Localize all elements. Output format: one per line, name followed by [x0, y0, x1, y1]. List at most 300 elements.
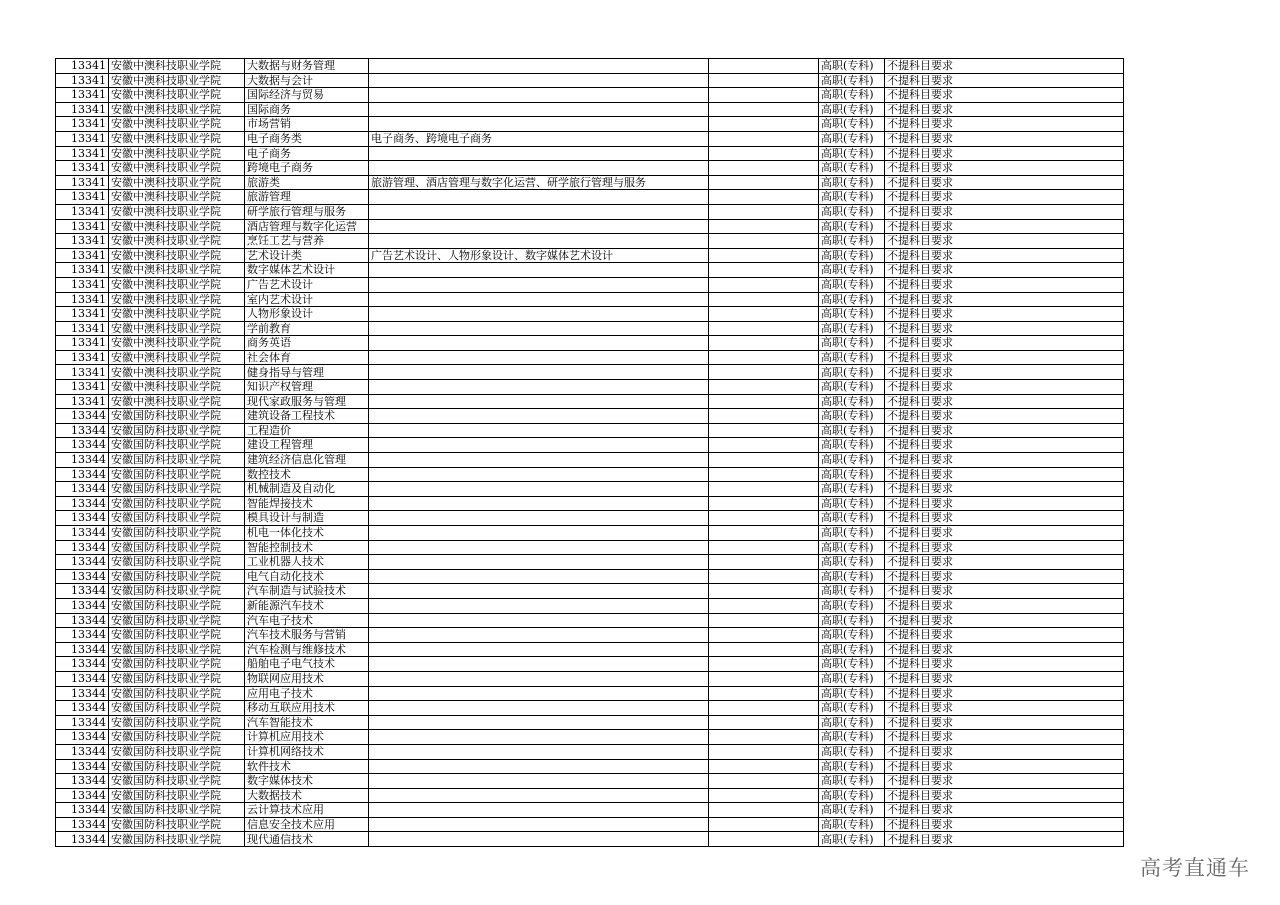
school-name-cell: 安徽国防科技职业学院: [109, 467, 245, 482]
subject-requirement-cell: 不提科目要求: [885, 336, 1124, 351]
subject-requirement-cell: 不提科目要求: [885, 584, 1124, 599]
school-name-cell: 安徽国防科技职业学院: [109, 526, 245, 541]
major-name-cell: 智能焊接技术: [245, 496, 369, 511]
school-name-cell: 安徽国防科技职业学院: [109, 496, 245, 511]
level-cell: 高职(专科): [819, 380, 885, 395]
major-name-cell: 工程造价: [245, 423, 369, 438]
school-name-cell: 安徽中澳科技职业学院: [109, 131, 245, 146]
school-code-cell: 13344: [56, 671, 109, 686]
major-name-cell: 知识产权管理: [245, 380, 369, 395]
school-name-cell: 安徽国防科技职业学院: [109, 832, 245, 847]
level-cell: 高职(专科): [819, 263, 885, 278]
major-name-cell: 大数据与会计: [245, 73, 369, 88]
major-name-cell: 建筑设备工程技术: [245, 409, 369, 424]
level-cell: 高职(专科): [819, 59, 885, 74]
included-majors-cell: [369, 59, 709, 74]
blank-cell: [709, 117, 819, 132]
blank-cell: [709, 380, 819, 395]
school-name-cell: 安徽中澳科技职业学院: [109, 248, 245, 263]
subject-requirement-cell: 不提科目要求: [885, 234, 1124, 249]
blank-cell: [709, 146, 819, 161]
school-code-cell: 13341: [56, 350, 109, 365]
school-code-cell: 13341: [56, 277, 109, 292]
school-name-cell: 安徽中澳科技职业学院: [109, 350, 245, 365]
subject-requirement-cell: 不提科目要求: [885, 686, 1124, 701]
table-row: [56, 803, 1124, 818]
blank-cell: [709, 234, 819, 249]
table-row: [56, 657, 1124, 672]
level-cell: 高职(专科): [819, 511, 885, 526]
blank-cell: [709, 642, 819, 657]
school-code-cell: 13344: [56, 584, 109, 599]
subject-requirement-cell: 不提科目要求: [885, 715, 1124, 730]
blank-cell: [709, 803, 819, 818]
blank-cell: [709, 365, 819, 380]
included-majors-cell: [369, 321, 709, 336]
level-cell: 高职(专科): [819, 365, 885, 380]
blank-cell: [709, 336, 819, 351]
school-name-cell: 安徽中澳科技职业学院: [109, 73, 245, 88]
subject-requirement-cell: 不提科目要求: [885, 613, 1124, 628]
included-majors-cell: [369, 540, 709, 555]
included-majors-cell: [369, 117, 709, 132]
school-name-cell: 安徽中澳科技职业学院: [109, 394, 245, 409]
school-name-cell: 安徽中澳科技职业学院: [109, 204, 245, 219]
major-name-cell: 数控技术: [245, 467, 369, 482]
included-majors-cell: [369, 832, 709, 847]
school-name-cell: 安徽中澳科技职业学院: [109, 234, 245, 249]
school-code-cell: 13341: [56, 117, 109, 132]
subject-requirement-cell: 不提科目要求: [885, 744, 1124, 759]
level-cell: 高职(专科): [819, 482, 885, 497]
included-majors-cell: [369, 774, 709, 789]
school-name-cell: 安徽国防科技职业学院: [109, 628, 245, 643]
included-majors-cell: [369, 817, 709, 832]
included-majors-cell: [369, 307, 709, 322]
subject-requirement-cell: 不提科目要求: [885, 555, 1124, 570]
subject-requirement-cell: 不提科目要求: [885, 671, 1124, 686]
school-name-cell: 安徽国防科技职业学院: [109, 613, 245, 628]
level-cell: 高职(专科): [819, 336, 885, 351]
school-code-cell: 13344: [56, 409, 109, 424]
school-name-cell: 安徽中澳科技职业学院: [109, 117, 245, 132]
blank-cell: [709, 350, 819, 365]
school-code-cell: 13341: [56, 219, 109, 234]
major-name-cell: 汽车检测与维修技术: [245, 642, 369, 657]
school-code-cell: 13344: [56, 540, 109, 555]
subject-requirement-cell: 不提科目要求: [885, 817, 1124, 832]
level-cell: 高职(专科): [819, 219, 885, 234]
blank-cell: [709, 817, 819, 832]
subject-requirement-cell: 不提科目要求: [885, 248, 1124, 263]
school-name-cell: 安徽国防科技职业学院: [109, 671, 245, 686]
table-row: [56, 117, 1124, 132]
school-name-cell: 安徽国防科技职业学院: [109, 774, 245, 789]
table-row: [56, 453, 1124, 468]
table-row: [56, 88, 1124, 103]
included-majors-cell: [369, 409, 709, 424]
included-majors-cell: [369, 438, 709, 453]
major-name-cell: 工业机器人技术: [245, 555, 369, 570]
level-cell: 高职(专科): [819, 277, 885, 292]
subject-requirement-cell: 不提科目要求: [885, 59, 1124, 74]
school-code-cell: 13341: [56, 190, 109, 205]
blank-cell: [709, 598, 819, 613]
school-name-cell: 安徽中澳科技职业学院: [109, 365, 245, 380]
table-row: [56, 671, 1124, 686]
school-name-cell: 安徽国防科技职业学院: [109, 759, 245, 774]
included-majors-cell: [369, 511, 709, 526]
table-row: [56, 219, 1124, 234]
level-cell: 高职(专科): [819, 394, 885, 409]
school-code-cell: 13341: [56, 380, 109, 395]
blank-cell: [709, 613, 819, 628]
subject-requirement-cell: 不提科目要求: [885, 803, 1124, 818]
subject-requirement-cell: 不提科目要求: [885, 146, 1124, 161]
major-name-cell: 社会体育: [245, 350, 369, 365]
major-name-cell: 汽车智能技术: [245, 715, 369, 730]
subject-requirement-cell: 不提科目要求: [885, 467, 1124, 482]
school-name-cell: 安徽国防科技职业学院: [109, 569, 245, 584]
level-cell: 高职(专科): [819, 234, 885, 249]
blank-cell: [709, 832, 819, 847]
level-cell: 高职(专科): [819, 438, 885, 453]
major-name-cell: 应用电子技术: [245, 686, 369, 701]
major-name-cell: 建设工程管理: [245, 438, 369, 453]
level-cell: 高职(专科): [819, 409, 885, 424]
school-name-cell: 安徽中澳科技职业学院: [109, 175, 245, 190]
level-cell: 高职(专科): [819, 584, 885, 599]
blank-cell: [709, 788, 819, 803]
school-code-cell: 13341: [56, 292, 109, 307]
blank-cell: [709, 73, 819, 88]
school-name-cell: 安徽国防科技职业学院: [109, 715, 245, 730]
level-cell: 高职(专科): [819, 569, 885, 584]
blank-cell: [709, 628, 819, 643]
school-name-cell: 安徽中澳科技职业学院: [109, 146, 245, 161]
school-code-cell: 13341: [56, 248, 109, 263]
blank-cell: [709, 496, 819, 511]
level-cell: 高职(专科): [819, 613, 885, 628]
school-name-cell: 安徽国防科技职业学院: [109, 540, 245, 555]
school-code-cell: 13344: [56, 774, 109, 789]
table-row: [56, 204, 1124, 219]
level-cell: 高职(专科): [819, 657, 885, 672]
school-name-cell: 安徽国防科技职业学院: [109, 788, 245, 803]
included-majors-cell: [369, 701, 709, 716]
major-name-cell: 电气自动化技术: [245, 569, 369, 584]
blank-cell: [709, 321, 819, 336]
blank-cell: [709, 511, 819, 526]
included-majors-cell: [369, 190, 709, 205]
school-name-cell: 安徽中澳科技职业学院: [109, 190, 245, 205]
subject-requirement-cell: 不提科目要求: [885, 657, 1124, 672]
table-row: [56, 234, 1124, 249]
school-code-cell: 13341: [56, 175, 109, 190]
blank-cell: [709, 131, 819, 146]
included-majors-cell: [369, 730, 709, 745]
included-majors-cell: [369, 788, 709, 803]
table-row: [56, 715, 1124, 730]
level-cell: 高职(专科): [819, 204, 885, 219]
subject-requirement-cell: 不提科目要求: [885, 365, 1124, 380]
subject-requirement-cell: 不提科目要求: [885, 131, 1124, 146]
major-name-cell: 广告艺术设计: [245, 277, 369, 292]
blank-cell: [709, 102, 819, 117]
table-row: [56, 817, 1124, 832]
subject-requirement-cell: 不提科目要求: [885, 453, 1124, 468]
school-code-cell: 13344: [56, 832, 109, 847]
blank-cell: [709, 715, 819, 730]
table-row: [56, 409, 1124, 424]
school-name-cell: 安徽国防科技职业学院: [109, 701, 245, 716]
school-code-cell: 13344: [56, 482, 109, 497]
subject-requirement-cell: 不提科目要求: [885, 774, 1124, 789]
table-row: [56, 628, 1124, 643]
subject-requirement-cell: 不提科目要求: [885, 307, 1124, 322]
table-row: [56, 307, 1124, 322]
level-cell: 高职(专科): [819, 496, 885, 511]
table-row: [56, 394, 1124, 409]
level-cell: 高职(专科): [819, 73, 885, 88]
major-name-cell: 汽车技术服务与营销: [245, 628, 369, 643]
level-cell: 高职(专科): [819, 744, 885, 759]
major-name-cell: 机械制造及自动化: [245, 482, 369, 497]
major-name-cell: 旅游类: [245, 175, 369, 190]
blank-cell: [709, 307, 819, 322]
included-majors-cell: [369, 803, 709, 818]
table-body: [56, 59, 1124, 847]
major-name-cell: 物联网应用技术: [245, 671, 369, 686]
school-name-cell: 安徽中澳科技职业学院: [109, 321, 245, 336]
school-code-cell: 13341: [56, 131, 109, 146]
level-cell: 高职(专科): [819, 175, 885, 190]
blank-cell: [709, 409, 819, 424]
subject-requirement-cell: 不提科目要求: [885, 598, 1124, 613]
subject-requirement-cell: 不提科目要求: [885, 263, 1124, 278]
major-name-cell: 商务英语: [245, 336, 369, 351]
included-majors-cell: [369, 744, 709, 759]
major-name-cell: 计算机网络技术: [245, 744, 369, 759]
school-name-cell: 安徽中澳科技职业学院: [109, 88, 245, 103]
school-name-cell: 安徽国防科技职业学院: [109, 817, 245, 832]
blank-cell: [709, 88, 819, 103]
school-name-cell: 安徽国防科技职业学院: [109, 657, 245, 672]
school-code-cell: 13344: [56, 423, 109, 438]
school-name-cell: 安徽中澳科技职业学院: [109, 102, 245, 117]
blank-cell: [709, 744, 819, 759]
blank-cell: [709, 584, 819, 599]
major-name-cell: 船舶电子电气技术: [245, 657, 369, 672]
blank-cell: [709, 292, 819, 307]
school-code-cell: 13344: [56, 657, 109, 672]
included-majors-cell: [369, 423, 709, 438]
major-name-cell: 软件技术: [245, 759, 369, 774]
subject-requirement-cell: 不提科目要求: [885, 380, 1124, 395]
included-majors-cell: [369, 642, 709, 657]
included-majors-cell: [369, 496, 709, 511]
table-row: [56, 686, 1124, 701]
school-code-cell: 13344: [56, 701, 109, 716]
major-name-cell: 汽车制造与试验技术: [245, 584, 369, 599]
level-cell: 高职(专科): [819, 350, 885, 365]
subject-requirement-cell: 不提科目要求: [885, 569, 1124, 584]
subject-requirement-cell: 不提科目要求: [885, 102, 1124, 117]
school-name-cell: 安徽中澳科技职业学院: [109, 161, 245, 176]
table-row: [56, 292, 1124, 307]
school-code-cell: 13341: [56, 234, 109, 249]
level-cell: 高职(专科): [819, 832, 885, 847]
school-code-cell: 13344: [56, 744, 109, 759]
included-majors-cell: [369, 467, 709, 482]
major-name-cell: 电子商务: [245, 146, 369, 161]
included-majors-cell: [369, 102, 709, 117]
school-code-cell: 13341: [56, 307, 109, 322]
included-majors-cell: [369, 73, 709, 88]
school-code-cell: 13344: [56, 686, 109, 701]
level-cell: 高职(专科): [819, 730, 885, 745]
level-cell: 高职(专科): [819, 292, 885, 307]
table-row: [56, 365, 1124, 380]
major-name-cell: 人物形象设计: [245, 307, 369, 322]
school-name-cell: 安徽中澳科技职业学院: [109, 59, 245, 74]
table-row: [56, 146, 1124, 161]
subject-requirement-cell: 不提科目要求: [885, 730, 1124, 745]
subject-requirement-cell: 不提科目要求: [885, 277, 1124, 292]
level-cell: 高职(专科): [819, 774, 885, 789]
subject-requirement-cell: 不提科目要求: [885, 292, 1124, 307]
level-cell: 高职(专科): [819, 642, 885, 657]
table-row: [56, 350, 1124, 365]
blank-cell: [709, 467, 819, 482]
included-majors-cell: [369, 394, 709, 409]
school-name-cell: 安徽中澳科技职业学院: [109, 292, 245, 307]
school-code-cell: 13344: [56, 496, 109, 511]
subject-requirement-cell: 不提科目要求: [885, 438, 1124, 453]
school-name-cell: 安徽国防科技职业学院: [109, 482, 245, 497]
school-code-cell: 13341: [56, 59, 109, 74]
table-row: [56, 277, 1124, 292]
blank-cell: [709, 190, 819, 205]
level-cell: 高职(专科): [819, 88, 885, 103]
included-majors-cell: [369, 263, 709, 278]
included-majors-cell: [369, 146, 709, 161]
table-row: [56, 526, 1124, 541]
major-name-cell: 跨境电子商务: [245, 161, 369, 176]
blank-cell: [709, 175, 819, 190]
major-name-cell: 建筑经济信息化管理: [245, 453, 369, 468]
table-row: [56, 832, 1124, 847]
major-name-cell: 计算机应用技术: [245, 730, 369, 745]
table-row: [56, 598, 1124, 613]
major-name-cell: 智能控制技术: [245, 540, 369, 555]
table-row: [56, 190, 1124, 205]
table-row: [56, 161, 1124, 176]
major-name-cell: 机电一体化技术: [245, 526, 369, 541]
subject-requirement-cell: 不提科目要求: [885, 350, 1124, 365]
table-row: [56, 642, 1124, 657]
major-name-cell: 学前教育: [245, 321, 369, 336]
included-majors-cell: [369, 759, 709, 774]
table-row: [56, 730, 1124, 745]
table-row: [56, 438, 1124, 453]
school-code-cell: 13344: [56, 730, 109, 745]
school-name-cell: 安徽中澳科技职业学院: [109, 307, 245, 322]
subject-requirement-cell: 不提科目要求: [885, 423, 1124, 438]
school-code-cell: 13344: [56, 598, 109, 613]
table-row: [56, 248, 1124, 263]
included-majors-cell: [369, 292, 709, 307]
blank-cell: [709, 526, 819, 541]
subject-requirement-cell: 不提科目要求: [885, 482, 1124, 497]
table-row: [56, 380, 1124, 395]
included-majors-cell: [369, 161, 709, 176]
school-code-cell: 13344: [56, 555, 109, 570]
table-row: [56, 467, 1124, 482]
school-code-cell: 13344: [56, 803, 109, 818]
subject-requirement-cell: 不提科目要求: [885, 73, 1124, 88]
enrollment-table: [55, 58, 1124, 847]
major-name-cell: 大数据与财务管理: [245, 59, 369, 74]
included-majors-cell: [369, 628, 709, 643]
school-name-cell: 安徽国防科技职业学院: [109, 438, 245, 453]
included-majors-cell: [369, 88, 709, 103]
subject-requirement-cell: 不提科目要求: [885, 175, 1124, 190]
school-code-cell: 13344: [56, 438, 109, 453]
blank-cell: [709, 540, 819, 555]
table-row: [56, 131, 1124, 146]
school-name-cell: 安徽国防科技职业学院: [109, 803, 245, 818]
school-code-cell: 13344: [56, 642, 109, 657]
table-row: [56, 102, 1124, 117]
school-name-cell: 安徽国防科技职业学院: [109, 744, 245, 759]
school-name-cell: 安徽国防科技职业学院: [109, 642, 245, 657]
level-cell: 高职(专科): [819, 117, 885, 132]
level-cell: 高职(专科): [819, 817, 885, 832]
level-cell: 高职(专科): [819, 467, 885, 482]
level-cell: 高职(专科): [819, 248, 885, 263]
school-code-cell: 13344: [56, 511, 109, 526]
level-cell: 高职(专科): [819, 307, 885, 322]
subject-requirement-cell: 不提科目要求: [885, 540, 1124, 555]
major-name-cell: 健身指导与管理: [245, 365, 369, 380]
school-code-cell: 13341: [56, 263, 109, 278]
school-name-cell: 安徽国防科技职业学院: [109, 409, 245, 424]
school-name-cell: 安徽国防科技职业学院: [109, 584, 245, 599]
school-code-cell: 13344: [56, 613, 109, 628]
major-name-cell: 数字媒体艺术设计: [245, 263, 369, 278]
included-majors-cell: [369, 219, 709, 234]
major-name-cell: 烹饪工艺与营养: [245, 234, 369, 249]
level-cell: 高职(专科): [819, 759, 885, 774]
subject-requirement-cell: 不提科目要求: [885, 511, 1124, 526]
major-name-cell: 新能源汽车技术: [245, 598, 369, 613]
table-row: [56, 759, 1124, 774]
school-name-cell: 安徽国防科技职业学院: [109, 555, 245, 570]
included-majors-cell: [369, 686, 709, 701]
level-cell: 高职(专科): [819, 321, 885, 336]
subject-requirement-cell: 不提科目要求: [885, 526, 1124, 541]
major-name-cell: 旅游管理: [245, 190, 369, 205]
table-row: [56, 788, 1124, 803]
blank-cell: [709, 671, 819, 686]
school-code-cell: 13344: [56, 453, 109, 468]
blank-cell: [709, 277, 819, 292]
level-cell: 高职(专科): [819, 146, 885, 161]
blank-cell: [709, 730, 819, 745]
school-name-cell: 安徽中澳科技职业学院: [109, 219, 245, 234]
school-code-cell: 13341: [56, 394, 109, 409]
